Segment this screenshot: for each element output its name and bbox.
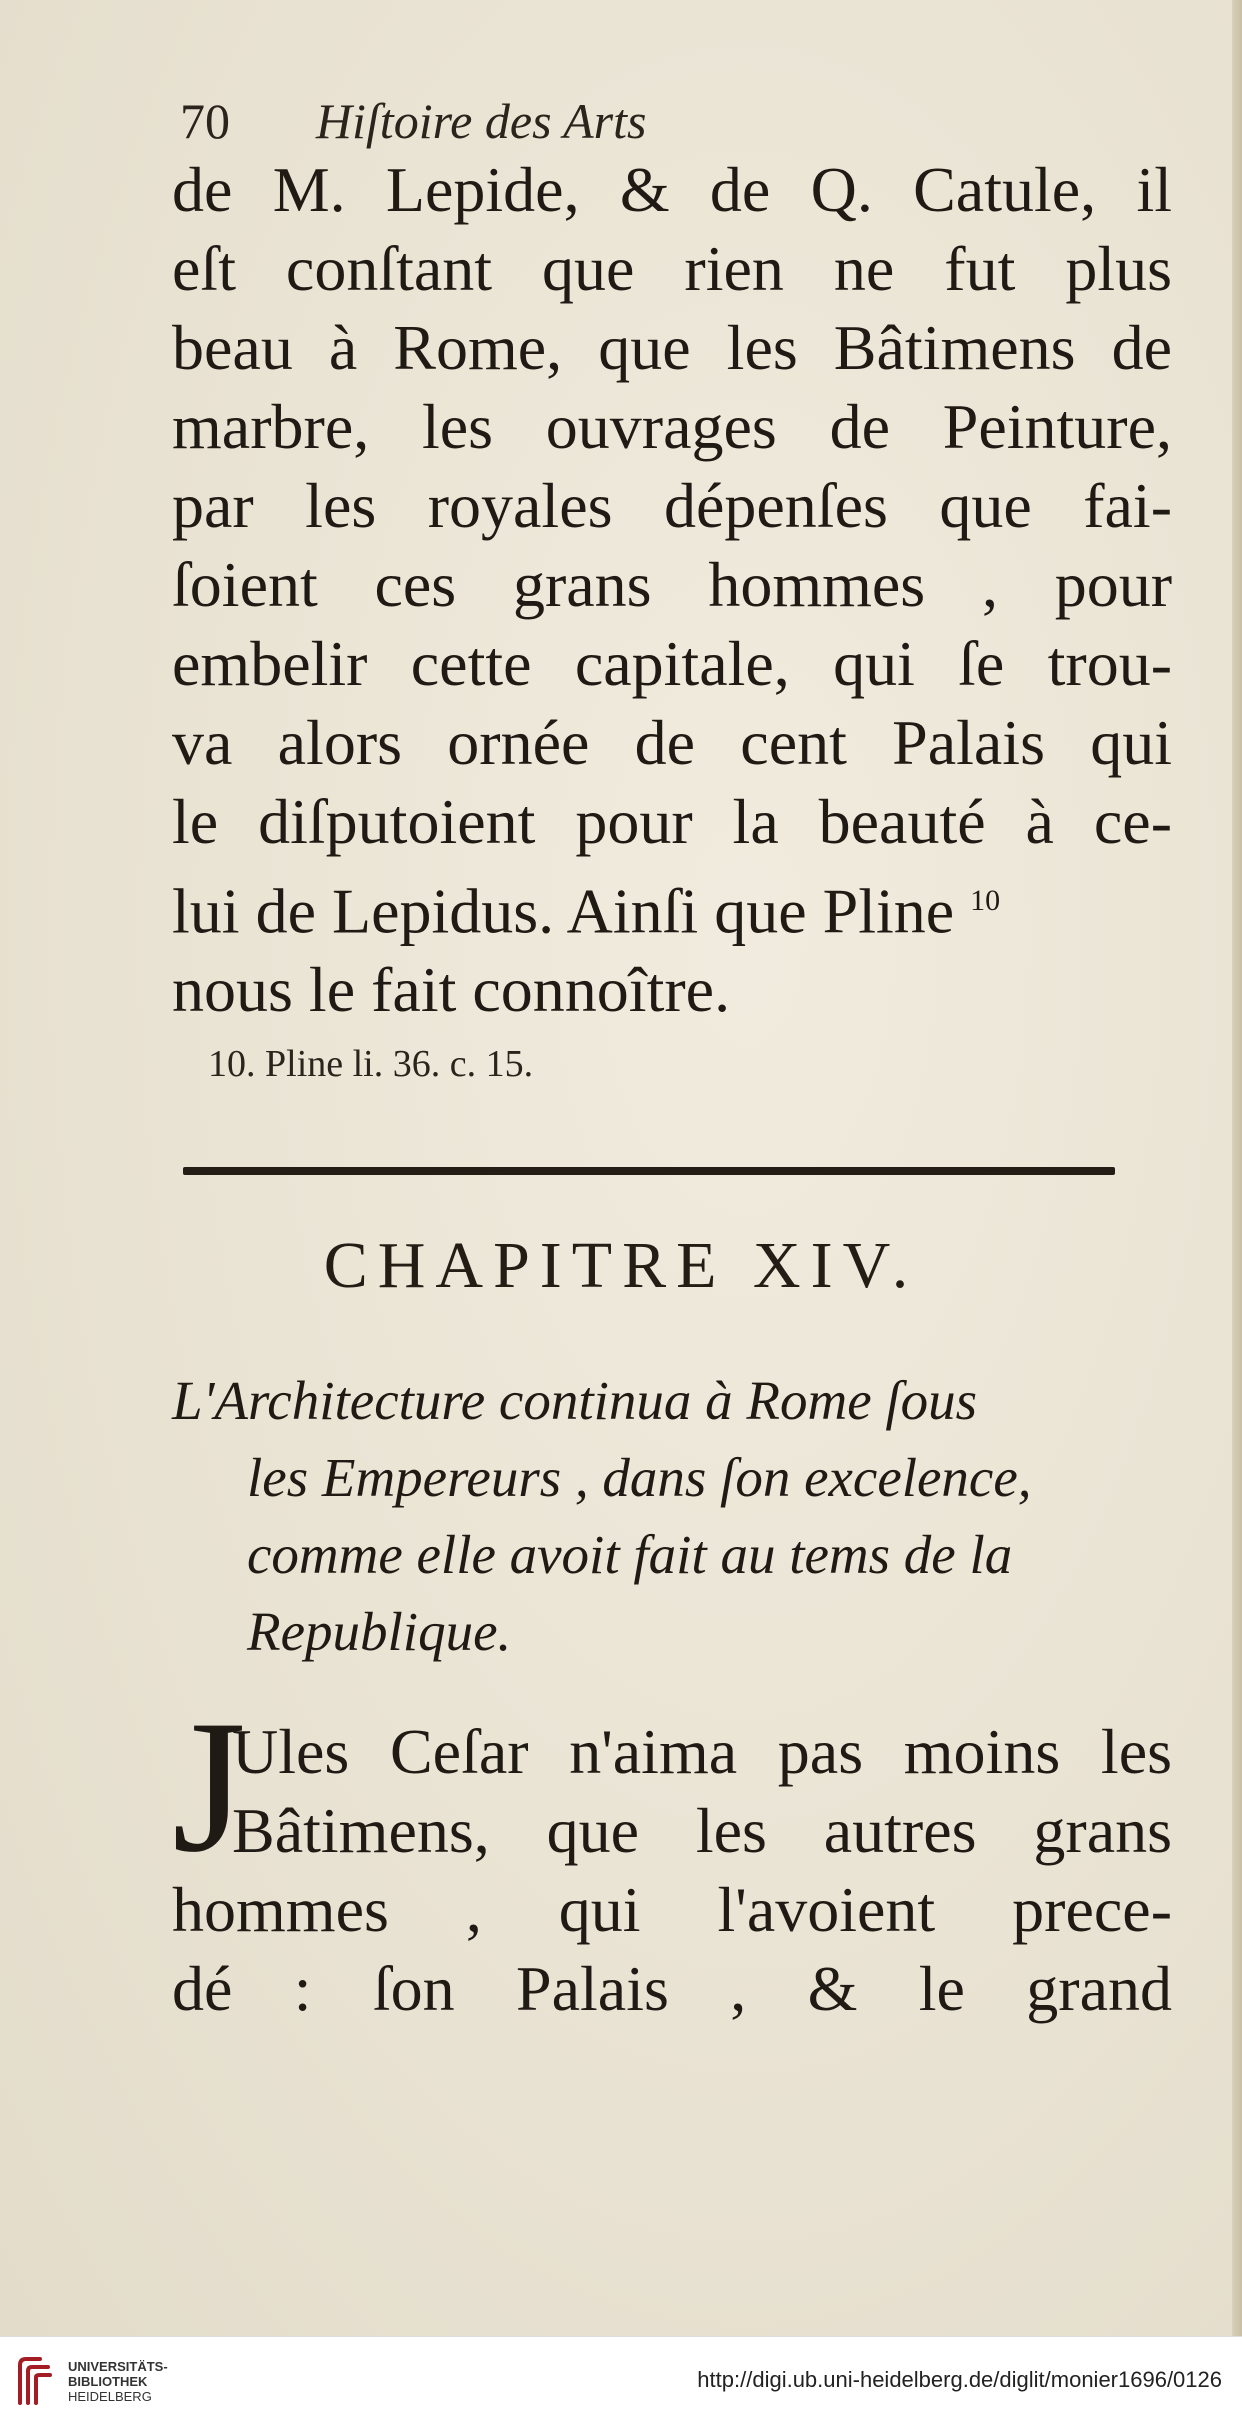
text-line: embelir cette capitale, qui ſe trou- <box>172 628 1172 699</box>
text-line: le diſputoient pour la beauté à ce- <box>172 786 1172 857</box>
viewer-footer <box>0 2336 1242 2425</box>
drop-cap: J <box>172 1682 246 1892</box>
text-line: marbre, les ouvrages de Peinture, <box>172 391 1172 462</box>
summary-line: comme elle avoit fait au tems de la <box>247 1524 1013 1585</box>
summary-line: Republique. <box>247 1601 512 1662</box>
library-logo-icon <box>14 2355 54 2407</box>
text-line: par les royales dépenſes que fai- <box>172 470 1172 541</box>
text-line: ſoient ces grans hommes , pour <box>172 549 1172 620</box>
page-number: 70 <box>180 93 230 149</box>
text-line: lui de Lepidus. Ainſi que Pline <box>172 875 955 947</box>
logo-line: HEIDELBERG <box>68 2389 152 2404</box>
text-line: Bâtimens, que les autres grans <box>232 1795 1172 1866</box>
logo-line: UNIVERSITÄTS- <box>68 2359 168 2374</box>
chapter-summary <box>172 1362 1172 1670</box>
chapter-heading: CHAPITRE XIV. <box>323 1229 919 1302</box>
library-logo-text <box>68 2359 168 2404</box>
page-edge <box>1232 0 1242 2336</box>
text-line-with-note <box>172 861 1172 950</box>
text-line: nous le fait connoître. <box>172 954 731 1026</box>
running-header <box>180 92 646 150</box>
text-line: Ules Ceſar n'aima pas moins les <box>232 1716 1172 1787</box>
text-line: beau à Rome, que les Bâtimens de <box>172 312 1172 383</box>
note-marker: 10 <box>970 884 1001 917</box>
logo-line: BIBLIOTHEK <box>68 2374 148 2389</box>
footnote: 10. Pline li. 36. c. 15. <box>208 1043 534 1085</box>
permalink-url[interactable]: http://digi.ub.uni-heidelberg.de/diglit/monier1696/0126 <box>697 2367 1222 2392</box>
text-line: dé : ſon Palais , & le grand <box>172 1953 1172 2024</box>
chapter-body <box>172 1682 1172 2028</box>
summary-line: L'Architecture continua à Rome ſous <box>172 1370 978 1431</box>
text-line: va alors ornée de cent Palais qui <box>172 707 1172 778</box>
running-title: Hiſtoire des Arts <box>315 93 647 149</box>
text-line: eſt conſtant que rien ne fut plus <box>172 233 1172 304</box>
chapter-divider-rule <box>183 1167 1115 1175</box>
paragraph-continued <box>172 150 1172 1029</box>
text-line: de M. Lepide, & de Q. Catule, il <box>172 154 1172 225</box>
text-line: hommes , qui l'avoient prece- <box>172 1874 1172 1945</box>
summary-line: les Empereurs , dans ſon excelence, <box>247 1447 1032 1508</box>
